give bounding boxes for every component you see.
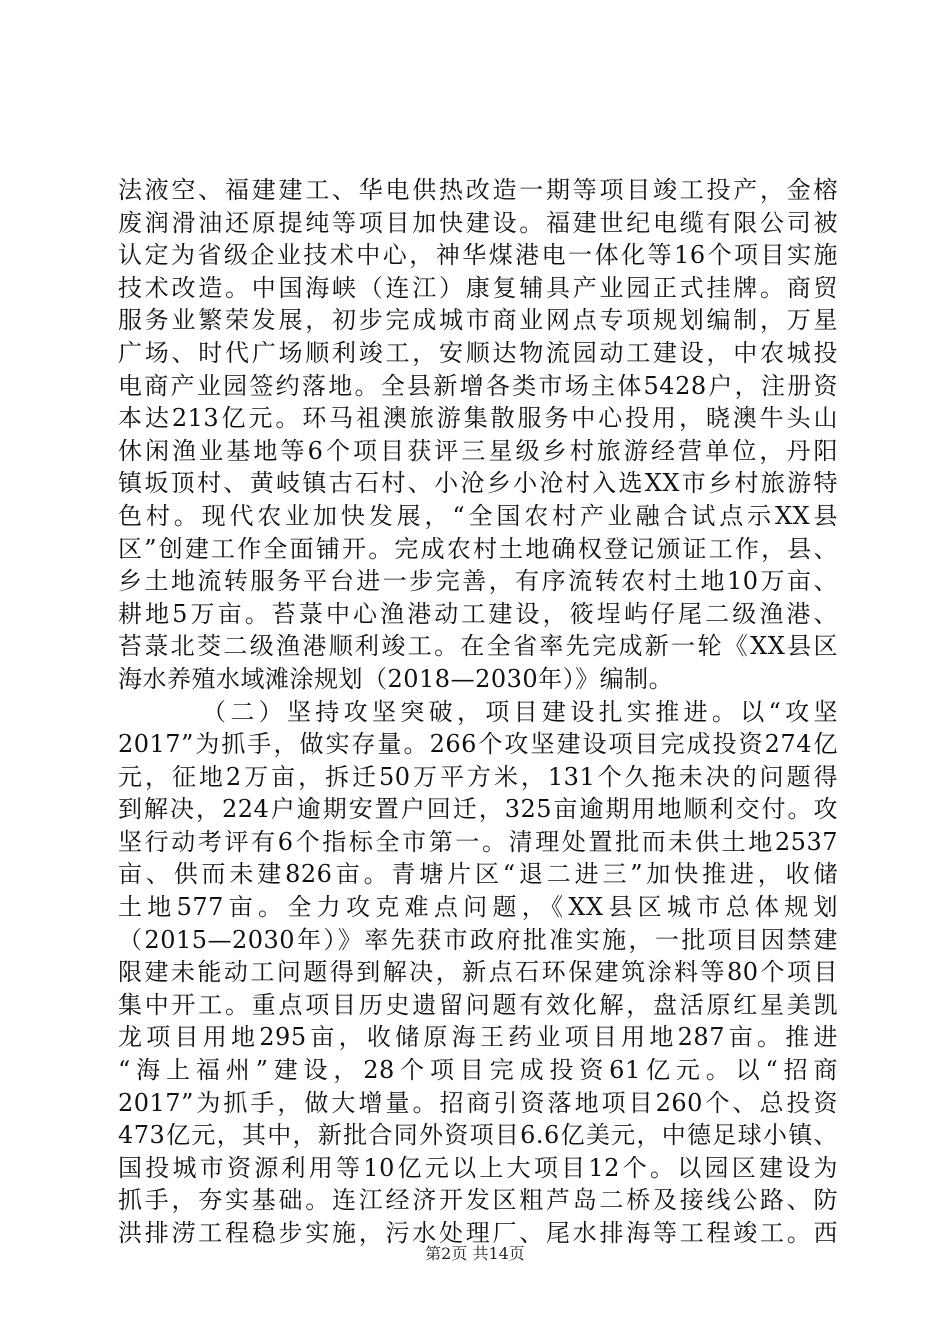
text-line: 坚行动考评有6个指标全市第一。清理处置批而未供土地2537 [118,827,838,856]
text-line: 镇坂顶村、黄岐镇古石村、小沧乡小沧村入选XX市乡村旅游特 [118,469,838,498]
text-line: 集中开工。重点项目历史遗留问题有效化解，盘活原红星美凯 [118,990,838,1019]
text-line: 洪排涝工程稳步实施，污水处理厂、尾水排海等工程竣工。西 [118,1219,838,1247]
text-line: 法液空、福建建工、华电供热改造一期等项目竣工投产，金榕 [118,176,838,204]
text-line: 认定为省级企业技术中心，神华煤港电一体化等16个项目实施 [118,241,838,270]
text-line: 土地577亩。全力攻克难点问题，《XX县区城市总体规划 [118,893,838,922]
text-line: 休闲渔业基地等6个项目获评三星级乡村旅游经营单位，丹阳 [118,436,838,465]
text-line: 亩、供而未建826亩。青塘片区“退二进三”加快推进，收储 [118,860,838,889]
text-line: （2015—2030年）》率先获市政府批准实施，一批项目因禁建 [118,925,838,954]
text-line: 473亿元，其中，新批合同外资项目6.6亿美元，中德足球小镇、 [118,1121,838,1150]
text-line: 耕地5万亩。苔菉中心渔港动工建设，筱埕屿仔尾二级渔港、 [118,599,838,628]
text-line: 苔菉北茭二级渔港顺利竣工。在全省率先完成新一轮《XX县区 [118,632,838,661]
text-line: 本达213亿元。环马祖澳旅游集散服务中心投用，晓澳牛头山 [118,404,838,433]
text-line: 乡土地流转服务平台进一步完善，有序流转农村土地10万亩、 [118,567,838,596]
text-line: 限建未能动工问题得到解决，新点石环保建筑涂料等80个项目 [118,958,838,987]
text-line: “海上福州”建设，28个项目完成投资61亿元。以“招商 [118,1056,838,1085]
text-line: 广场、时代广场顺利竣工，安顺达物流园动工建设，中农城投 [118,338,838,367]
text-line: 龙项目用地295亩，收储原海王药业项目用地287亩。推进 [118,1023,838,1052]
text-line: 色村。现代农业加快发展，“全国农村产业融合试点示XX县 [118,501,838,530]
text-line: 技术改造。中国海峡（连江）康复辅具产业园正式挂牌。商贸 [118,273,838,302]
text-line: 服务业繁荣发展，初步完成城市商业网点专项规划编制，万星 [118,306,838,335]
text-line: 海水养殖水域滩涂规划（2018—2030年）》编制。 [118,664,674,693]
text-line: 电商产业园签约落地。全县新增各类市场主体5428户，注册资 [118,371,838,400]
text-line: 废润滑油还原提纯等项目加快建设。福建世纪电缆有限公司被 [118,208,838,237]
section-heading-line: （二）坚持攻坚突破，项目建设扎实推进。以“攻坚 [202,697,838,726]
text-line: 2017”为抓手，做大增量。招商引资落地项目260个、总投资 [118,1088,838,1117]
text-line: 2017”为抓手，做实存量。266个攻坚建设项目完成投资274亿 [118,730,838,759]
body-text [118,174,838,1250]
text-line: 到解决，224户逾期安置户回迁，325亩逾期用地顺利交付。攻 [118,795,838,824]
text-line: 区”创建工作全面铺开。完成农村土地确权登记颁证工作，县、 [118,534,838,563]
text-line: 元，征地2万亩，拆迁50万平方米，131个久拖未决的问题得 [118,762,838,791]
page-footer: 第2页 共14页 [425,1244,525,1263]
text-line: 抓手，夯实基础。连江经济开发区粗芦岛二桥及接线公路、防 [118,1186,838,1215]
text-line: 国投城市资源利用等10亿元以上大项目12个。以园区建设为 [118,1153,838,1182]
